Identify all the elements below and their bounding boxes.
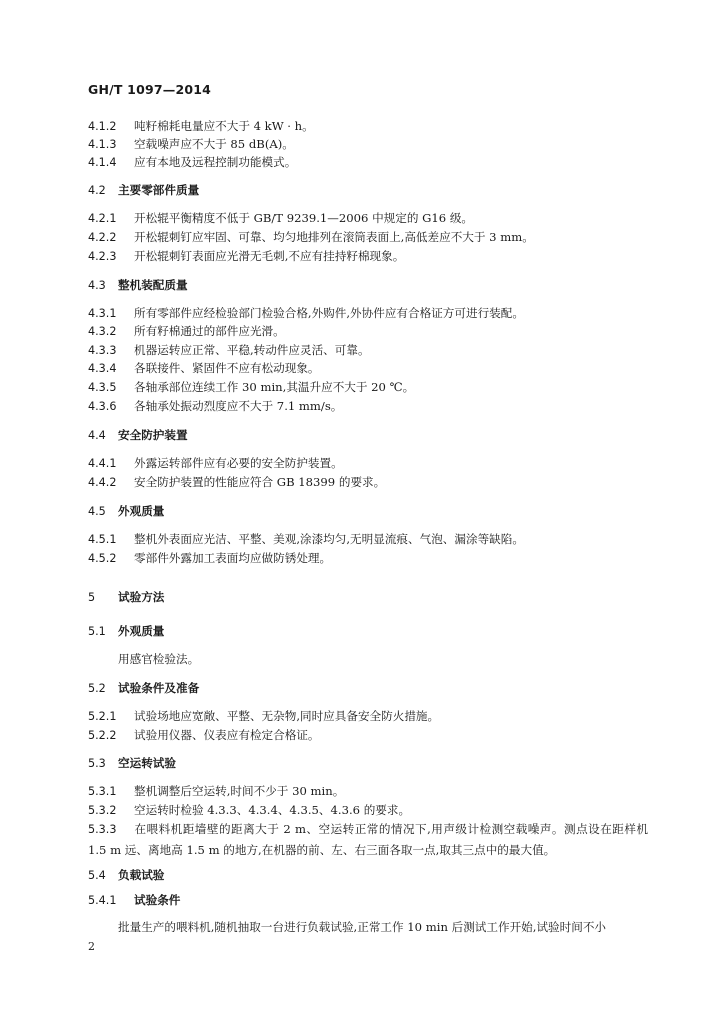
clause-number: 4.3.2	[88, 325, 117, 338]
clause-4-3-2	[88, 322, 648, 341]
clause-text: 所有零部件应经检验部门检验合格,外购件,外协件应有合格证方可进行装配。	[134, 306, 524, 320]
clause-4-4-1	[88, 454, 648, 473]
clause-number: 5.3.3	[88, 823, 117, 836]
clause-text: 机器运转应正常、平稳,转动件应灵活、可靠。	[134, 343, 370, 357]
clause-4-3-4	[88, 359, 648, 378]
clause-number: 4.3.4	[88, 362, 117, 375]
section-number: 4.4	[88, 429, 106, 442]
section-heading-5-1	[88, 622, 648, 641]
clause-number: 4.3.3	[88, 344, 117, 357]
clause-text: 外露运转部件应有必要的安全防护装置。	[134, 456, 343, 470]
section-number: 5.1	[88, 625, 106, 638]
clause-5-3-2	[88, 801, 648, 820]
clause-number: 4.2.2	[88, 231, 117, 244]
clause-4-3-3	[88, 341, 648, 360]
clause-number: 4.2.1	[88, 212, 117, 225]
clause-text: 各轴承处振动烈度应不大于 7.1 mm/s。	[134, 399, 343, 413]
clause-number: 4.2.3	[88, 250, 117, 263]
clause-5-3-3	[88, 819, 648, 860]
clause-5-2-1	[88, 707, 648, 726]
subsection-number: 5.4.1	[88, 894, 117, 907]
clause-number: 4.5.1	[88, 533, 117, 546]
clause-text: 开松辊平衡精度不低于 GB/T 9239.1—2006 中规定的 G16 级。	[134, 211, 474, 225]
clause-4-2-1	[88, 209, 648, 228]
clause-text: 空运转时检验 4.3.3、4.3.4、4.3.5、4.3.6 的要求。	[134, 803, 411, 817]
clause-number: 4.3.1	[88, 307, 117, 320]
clause-text: 在喂料机距墙壁的距离大于 2 m、空运转正常的情况下,用声级计检测空载噪声。测点设在距样机 1.5 m 远、离地高 1.5 m 的地方,在机器的前、左、右三面各取一点,取其三点中的最大值。	[88, 822, 648, 857]
clause-text: 安全防护装置的性能应符合 GB 18399 的要求。	[134, 475, 386, 489]
section-number: 4.5	[88, 505, 106, 518]
clause-4-2-2	[88, 228, 648, 247]
clause-text: 所有籽棉通过的部件应光滑。	[134, 324, 285, 338]
chapter-heading-5	[88, 588, 648, 607]
clause-number: 5.2.2	[88, 729, 117, 742]
clause-text: 吨籽棉耗电量应不大于 4 kW · h。	[134, 119, 314, 133]
section-number: 5.2	[88, 682, 106, 695]
clause-4-3-6	[88, 397, 648, 416]
paragraph-5-4-1	[88, 918, 678, 936]
paragraph-text: 用感官检验法。	[118, 652, 200, 666]
subsection-heading-5-4-1	[88, 891, 648, 910]
clause-4-1-4	[88, 153, 648, 172]
section-number: 5.4	[88, 869, 106, 882]
clause-4-5-2	[88, 549, 648, 568]
clause-number: 4.1.4	[88, 156, 117, 169]
section-number: 4.2	[88, 184, 106, 197]
chapter-number: 5	[88, 591, 96, 604]
clause-text: 整机外表面应光洁、平整、美观,涂漆均匀,无明显流痕、气泡、漏涂等缺陷。	[134, 532, 524, 546]
clause-number: 4.4.2	[88, 476, 117, 489]
clause-5-2-2	[88, 726, 648, 745]
clause-text: 空载噪声应不大于 85 dB(A)。	[134, 137, 294, 151]
section-title: 主要零部件质量	[118, 183, 200, 197]
clause-4-1-2	[88, 117, 648, 136]
section-title: 外观质量	[118, 504, 165, 518]
clause-number: 4.3.5	[88, 381, 117, 394]
clause-text: 试验场地应宽敞、平整、无杂物,同时应具备安全防火措施。	[134, 709, 440, 723]
clause-5-3-1	[88, 782, 648, 801]
clause-number: 4.4.1	[88, 457, 117, 470]
section-title: 外观质量	[118, 624, 165, 638]
clause-text: 各轴承部位连续工作 30 min,其温升应不大于 20 ℃。	[134, 380, 415, 394]
section-heading-4-2	[88, 181, 648, 200]
clause-number: 4.1.3	[88, 138, 117, 151]
clause-text: 各联接件、紧固件不应有松动现象。	[134, 361, 320, 375]
section-number: 5.3	[88, 757, 106, 770]
page-number: 2	[88, 940, 95, 953]
paragraph-text: 批量生产的喂料机,随机抽取一台进行负载试验,正常工作 10 min 后测试工作开始,试验时间不小	[118, 920, 607, 934]
section-title: 空运转试验	[118, 756, 176, 770]
clause-text: 试验用仪器、仪表应有检定合格证。	[134, 728, 320, 742]
chapter-title: 试验方法	[118, 590, 165, 604]
clause-number: 4.3.6	[88, 400, 117, 413]
clause-text: 整机调整后空运转,时间不少于 30 min。	[134, 784, 345, 798]
clause-number: 5.3.2	[88, 804, 117, 817]
section-title: 试验条件及准备	[118, 681, 200, 695]
clause-4-5-1	[88, 530, 648, 549]
section-title: 整机装配质量	[118, 278, 188, 292]
section-heading-4-5	[88, 502, 648, 521]
clause-number: 5.2.1	[88, 710, 117, 723]
section-title: 负载试验	[118, 868, 165, 882]
clause-number: 4.1.2	[88, 120, 117, 133]
section-heading-5-2	[88, 679, 648, 698]
clause-4-2-3	[88, 247, 648, 266]
section-heading-4-3	[88, 276, 648, 295]
clause-text: 开松辊刺钉应牢固、可靠、均匀地排列在滚筒表面上,高低差应不大于 3 mm。	[134, 230, 534, 244]
clause-text: 应有本地及远程控制功能模式。	[134, 155, 297, 169]
clause-4-3-1	[88, 304, 648, 323]
clause-4-4-2	[88, 473, 648, 492]
clause-text: 开松辊刺钉表面应光滑无毛刺,不应有挂持籽棉现象。	[134, 249, 405, 263]
section-heading-5-3	[88, 754, 648, 773]
standard-code-header: GH/T 1097—2014	[88, 82, 212, 97]
clause-number: 5.3.1	[88, 785, 117, 798]
clause-4-1-3	[88, 135, 648, 154]
clause-text: 零部件外露加工表面均应做防锈处理。	[134, 551, 332, 565]
subsection-title: 试验条件	[134, 893, 181, 907]
section-number: 4.3	[88, 279, 106, 292]
paragraph-5-1	[88, 650, 678, 668]
section-heading-5-4	[88, 866, 648, 885]
clause-4-3-5	[88, 378, 648, 397]
section-heading-4-4	[88, 426, 648, 445]
clause-number: 4.5.2	[88, 552, 117, 565]
section-title: 安全防护装置	[118, 428, 188, 442]
